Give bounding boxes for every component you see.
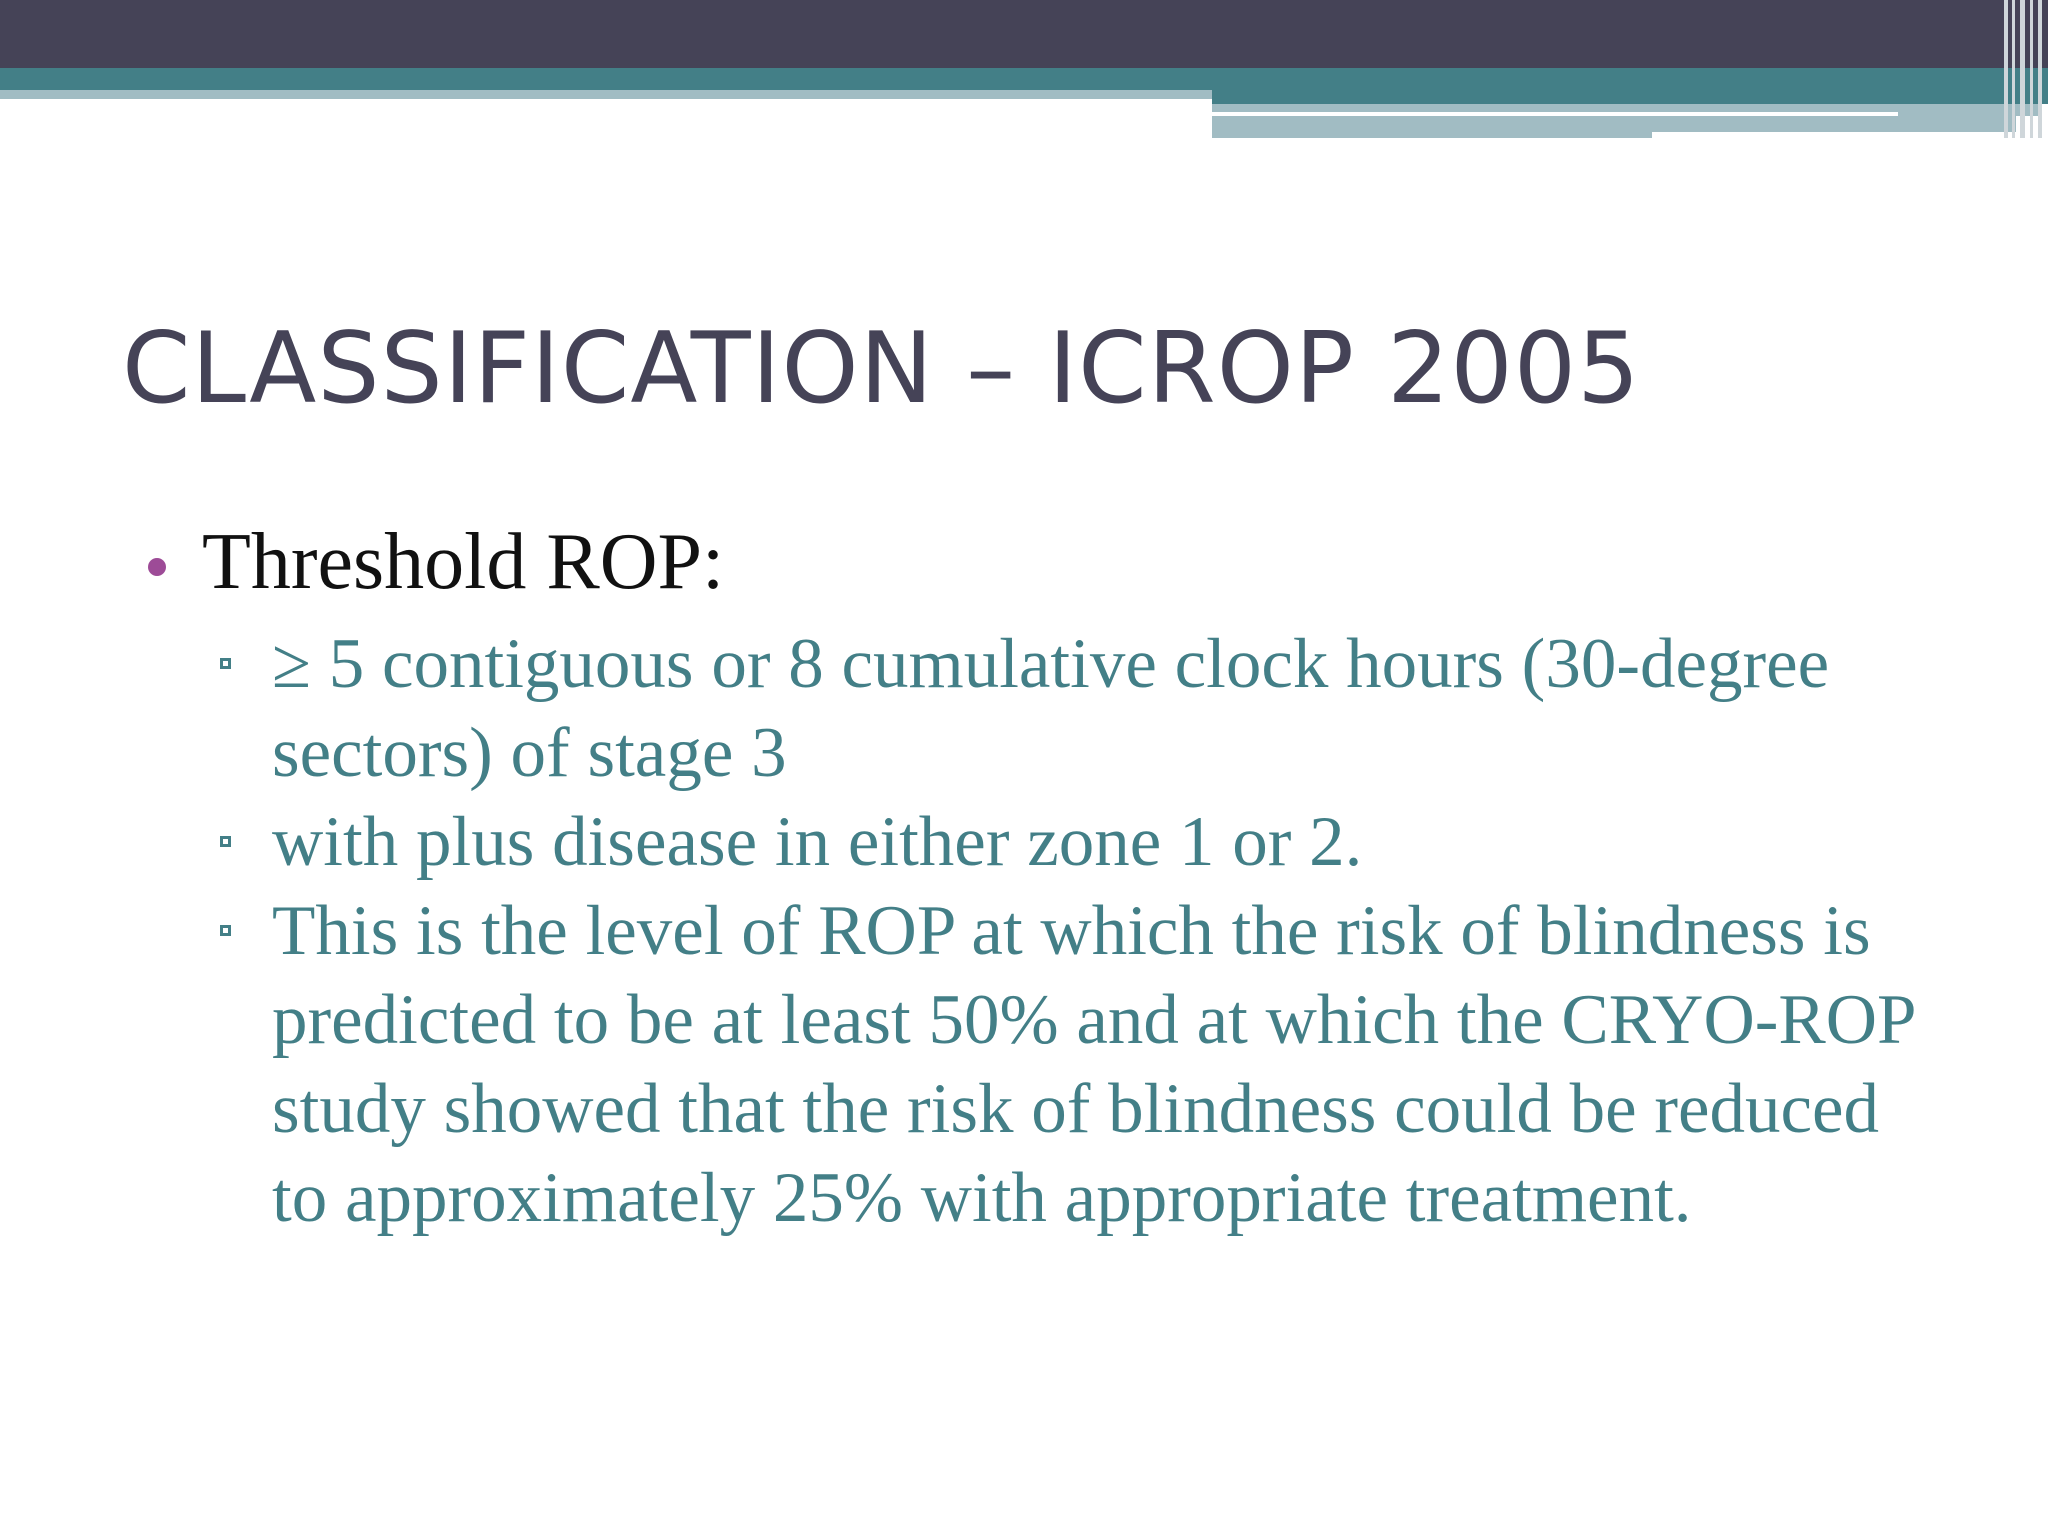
bullet-threshold-rop [148,518,724,606]
header-bar-teal-left [0,68,1212,90]
square-bullet-icon [220,836,231,847]
sub-bullet-text: This is the level of ROP at which the risk of blindness is predicted to be at least 50% and at which the CRYO-ROP study showed that the risk of blindness could be reduced to approximately 25% with appropriate treatment. [272,892,1914,1237]
bullet-label: Threshold ROP: [202,518,725,606]
slide-title: CLASSIFICATION – ICROP 2005 [122,312,1641,426]
square-bullet-icon [220,658,231,669]
bullet-dot-icon [148,558,166,576]
header-bar-light-right-end [1652,116,2016,132]
sub-bullet-text: ≥ 5 contiguous or 8 cumulative clock hours (30-degree sectors) of stage 3 [272,625,1830,792]
header-edge-lines [2000,0,2048,138]
sub-bullet-item [220,798,1920,887]
header-bar-teal-right [1212,68,2048,104]
square-bullet-icon [220,925,231,936]
sub-bullet-text: with plus disease in either zone 1 or 2. [272,803,1363,881]
header-bar-light-right-lower [1212,116,1652,138]
sub-bullet-item [220,620,1920,798]
header-bar-dark [0,0,2048,68]
sub-bullet-item [220,887,1920,1243]
sub-bullet-list [220,620,1920,1243]
header-bar-light-left [0,90,1212,99]
